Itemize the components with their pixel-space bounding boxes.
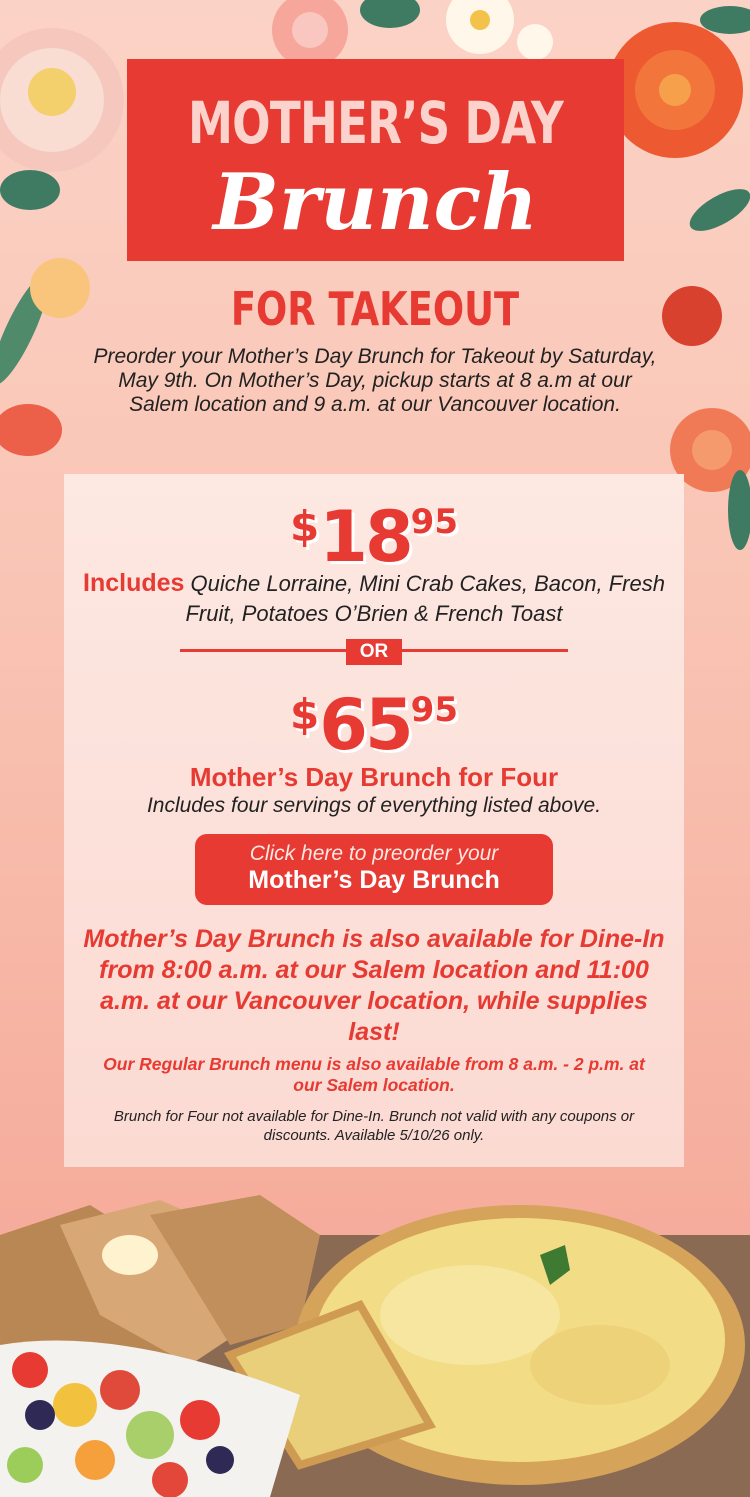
food-photo xyxy=(0,1195,750,1497)
price-four xyxy=(64,684,684,766)
intro-text: Preorder your Mother’s Day Brunch for Takeout by Saturday, May 9th. On Mother’s Day, pickup starts at 8 a.m at our Salem location and 9 a.m. at our Vancouver location. xyxy=(93,345,657,416)
preorder-button-line2: Mother’s Day Brunch xyxy=(248,866,500,894)
title-banner xyxy=(127,59,624,261)
brunch-for-four-description: Includes four servings of everything listed above. xyxy=(146,794,602,817)
price-cents: 95 xyxy=(410,502,458,542)
price-cents: 95 xyxy=(410,690,458,730)
title-line1: MOTHER’S DAY xyxy=(187,89,564,157)
price-dollars: 18 xyxy=(319,496,411,578)
or-badge: OR xyxy=(346,639,402,665)
subtitle-takeout: FOR TAKEOUT xyxy=(230,282,520,336)
brunch-for-four-title: Mother’s Day Brunch for Four xyxy=(189,762,559,792)
includes-lead: Includes xyxy=(83,569,185,597)
price-dollars: 65 xyxy=(319,684,411,766)
price-currency: $ xyxy=(290,502,320,551)
offer-panel xyxy=(64,474,684,1167)
includes-text xyxy=(74,568,674,629)
price-currency: $ xyxy=(290,690,320,739)
dine-in-notice: Mother’s Day Brunch is also available for Dine-In from 8:00 a.m. at our Salem location and 11:00 a.m. at our Vancouver location, while supplies last! xyxy=(83,925,665,1046)
regular-brunch-notice: Our Regular Brunch menu is also available from 8 a.m. - 2 p.m. at our Salem location. xyxy=(103,1054,645,1095)
fine-print: Brunch for Four not available for Dine-In. Brunch not valid with any coupons or discounts. Available 5/10/26 only. xyxy=(113,1108,635,1144)
includes-items: Quiche Lorraine, Mini Crab Cakes, Bacon, Fresh Fruit, Potatoes O’Brien & French Toast xyxy=(185,571,665,626)
preorder-button[interactable] xyxy=(195,834,553,905)
price-single xyxy=(64,496,684,578)
title-line2: Brunch xyxy=(213,157,538,248)
preorder-button-line1: Click here to preorder your xyxy=(249,842,499,865)
